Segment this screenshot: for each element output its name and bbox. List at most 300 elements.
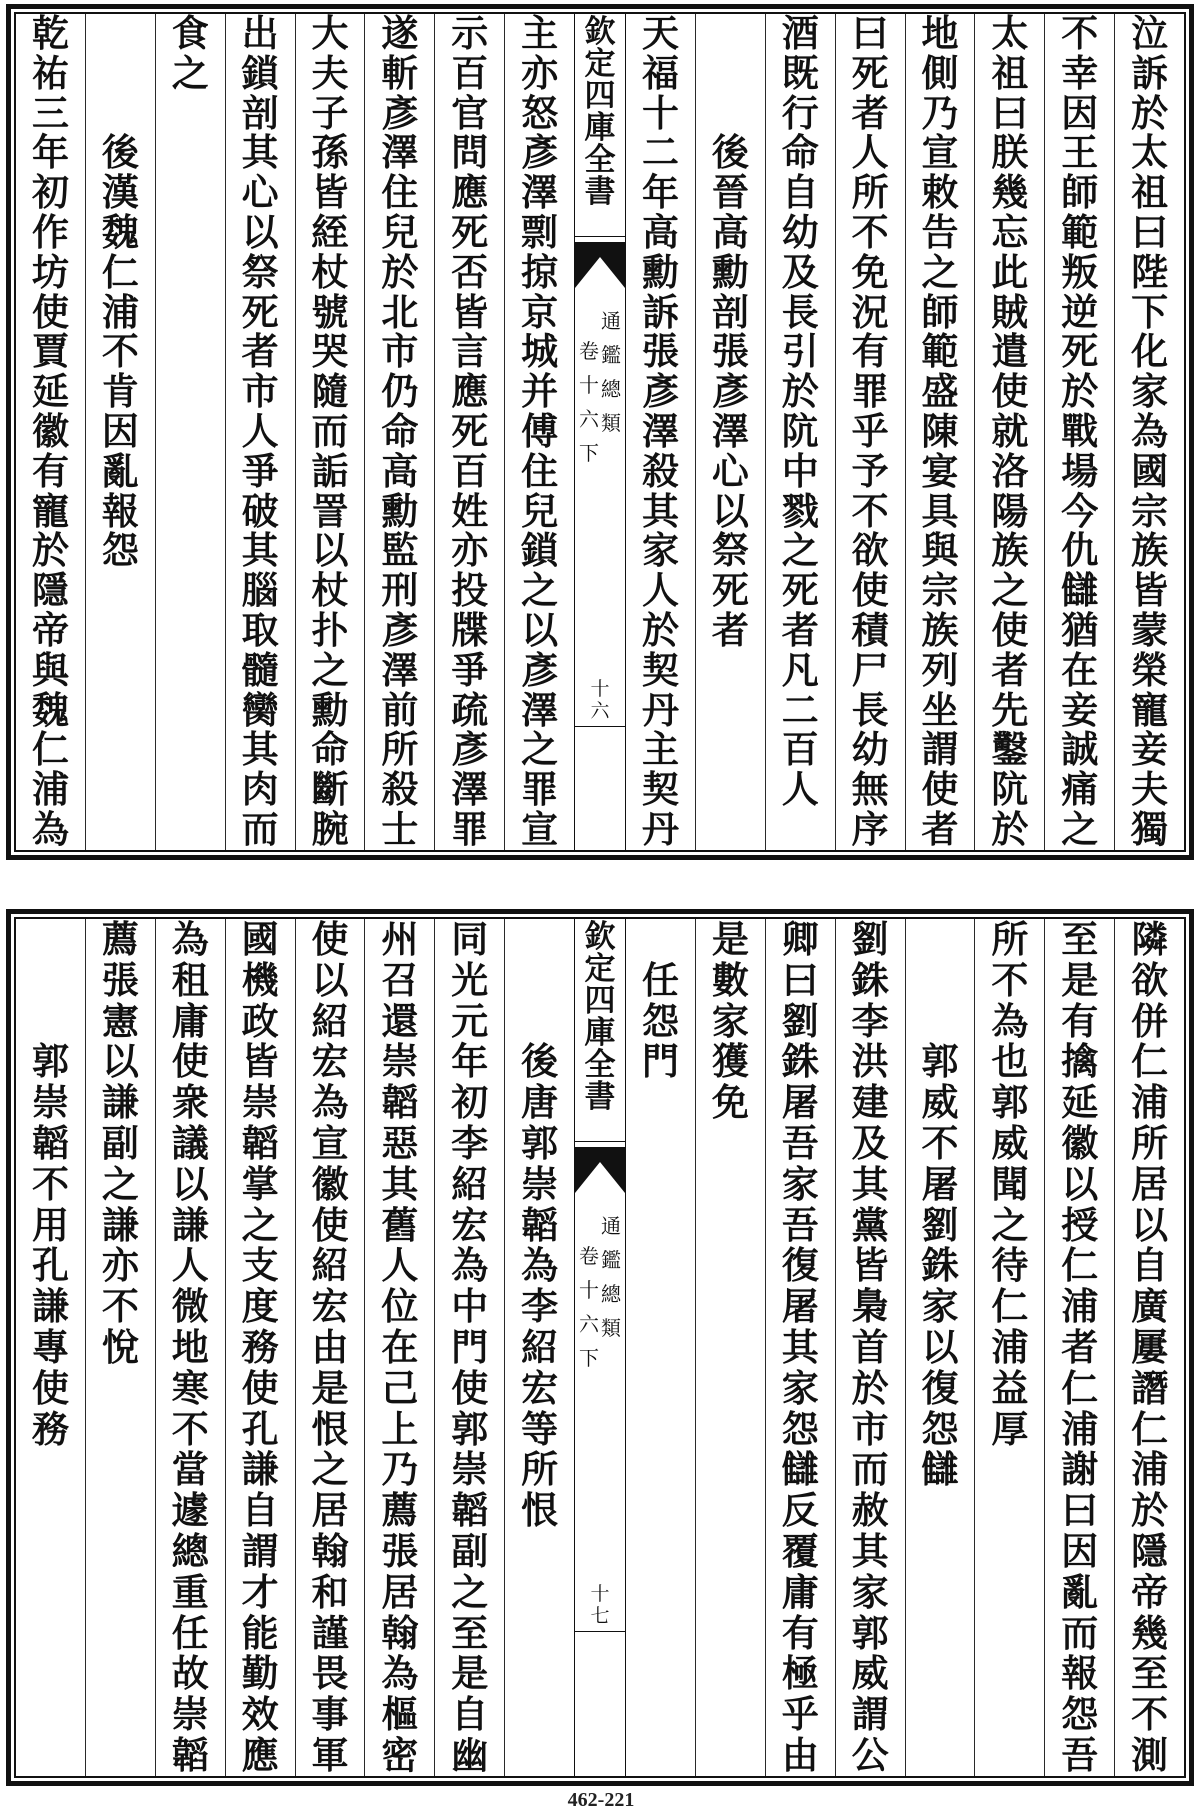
glyph: 之: [311, 647, 349, 692]
text-column: [1114, 14, 1184, 850]
glyph: 殺: [381, 767, 419, 812]
glyph: 崇: [451, 1447, 489, 1492]
glyph: 賊: [991, 289, 1029, 334]
glyph: 樞: [381, 1692, 419, 1737]
glyph: 所: [521, 1447, 559, 1492]
glyph: 張: [101, 957, 139, 1002]
glyph: 仁: [101, 249, 139, 294]
glyph: 不: [1131, 1692, 1169, 1737]
glyph: 住: [381, 170, 419, 215]
glyph: 鑑: [601, 1248, 621, 1272]
glyph: 命: [311, 727, 349, 772]
glyph: 謂: [241, 1528, 279, 1573]
category-heading: [626, 919, 695, 1776]
glyph: 於: [851, 1365, 889, 1410]
text-column: [626, 14, 695, 850]
glyph: 於: [1061, 369, 1099, 414]
glyph: 韜: [171, 1732, 209, 1776]
glyph: 欽: [584, 919, 616, 955]
glyph: 總: [601, 1282, 621, 1306]
glyph: 副: [101, 1120, 139, 1165]
text-column: [16, 14, 85, 850]
text-column: [434, 14, 504, 850]
glyph: 於: [781, 369, 819, 414]
glyph: 扑: [311, 607, 349, 652]
glyph: 紹: [521, 1324, 559, 1369]
glyph: 彥: [521, 130, 559, 175]
glyph: 於: [1131, 1488, 1169, 1533]
glyph: 己: [381, 1365, 419, 1410]
glyph: 是: [451, 1651, 489, 1696]
glyph: 以: [711, 488, 749, 533]
glyph: 謂: [851, 1692, 889, 1737]
glyph: 自: [781, 170, 819, 215]
glyph: 聞: [991, 1161, 1029, 1206]
glyph: 今: [1061, 488, 1099, 533]
glyph: 庸: [781, 1569, 819, 1614]
glyph: 任: [641, 957, 679, 1002]
glyph: 敕: [921, 170, 959, 215]
glyph: 崇: [241, 1080, 279, 1125]
glyph: 怨: [781, 1406, 819, 1451]
glyph: 事: [311, 1692, 349, 1737]
glyph: 寒: [171, 1365, 209, 1410]
glyph: 者: [1061, 1324, 1099, 1369]
glyph: 下: [1131, 289, 1169, 334]
glyph: 總: [171, 1528, 209, 1573]
glyph: 澤: [381, 647, 419, 692]
text-column: [434, 919, 504, 1776]
glyph: 長: [851, 687, 889, 732]
glyph: 郭: [991, 1080, 1029, 1125]
page-code: 462-221: [567, 1789, 635, 1811]
glyph: 曰: [1061, 1488, 1099, 1533]
divider: [575, 726, 625, 727]
glyph: 死: [451, 209, 489, 254]
glyph: 併: [1131, 998, 1169, 1043]
glyph: 坐: [921, 687, 959, 732]
glyph: 人: [381, 1243, 419, 1288]
glyph: 族: [991, 528, 1029, 573]
glyph: 所: [851, 170, 889, 215]
glyph: 福: [641, 50, 679, 95]
text-frame: [14, 917, 1186, 1778]
glyph: 用: [31, 1202, 69, 1247]
glyph: 人: [781, 767, 819, 812]
glyph: 書: [584, 174, 616, 210]
glyph: 全: [584, 1047, 616, 1083]
glyph: 使: [991, 369, 1029, 414]
glyph: 之: [311, 1447, 349, 1492]
glyph: 是: [711, 919, 749, 961]
glyph: 陽: [991, 488, 1029, 533]
glyph: 薦: [101, 919, 139, 961]
text-column: [295, 14, 365, 850]
glyph: 曰: [991, 90, 1029, 135]
glyph: 憲: [101, 998, 139, 1043]
glyph: 因: [1061, 90, 1099, 135]
glyph: 謹: [311, 1610, 349, 1655]
text-column: [364, 919, 434, 1776]
glyph: 不: [31, 1161, 69, 1206]
glyph: 浦: [1131, 1447, 1169, 1492]
glyph: 髓: [241, 647, 279, 692]
glyph: 謙: [171, 1202, 209, 1247]
glyph: 況: [851, 289, 889, 334]
glyph: 政: [241, 998, 279, 1043]
glyph: 牒: [451, 607, 489, 652]
glyph: 寵: [31, 488, 69, 533]
glyph: 孔: [31, 1243, 69, 1288]
glyph: 七: [590, 1605, 610, 1627]
glyph: 郭: [521, 1120, 559, 1165]
glyph: 州: [381, 919, 419, 961]
glyph: 自: [1131, 1243, 1169, 1288]
glyph: 重: [171, 1569, 209, 1614]
glyph: 訴: [641, 289, 679, 334]
glyph: 威: [851, 1651, 889, 1696]
glyph: 亦: [521, 50, 559, 95]
glyph: 乎: [851, 408, 889, 453]
glyph: 度: [241, 1284, 279, 1329]
glyph: 祖: [1131, 170, 1169, 215]
glyph: 張: [711, 329, 749, 374]
glyph: 於: [1131, 90, 1169, 135]
glyph: 黨: [851, 1202, 889, 1247]
glyph: 投: [451, 568, 489, 613]
glyph: 契: [641, 647, 679, 692]
glyph: 威: [991, 1120, 1029, 1165]
glyph: 皆: [1131, 568, 1169, 613]
glyph: 尸: [851, 647, 889, 692]
glyph: 獨: [1131, 806, 1169, 850]
glyph: 庸: [171, 998, 209, 1043]
glyph: 支: [241, 1243, 279, 1288]
glyph: 怒: [521, 90, 559, 135]
glyph: 類: [601, 411, 621, 435]
glyph: 同: [451, 919, 489, 961]
glyph: 斷: [311, 767, 349, 812]
glyph: 之: [781, 528, 819, 573]
glyph: 因: [1061, 1528, 1099, 1573]
glyph: 天: [641, 14, 679, 55]
glyph: 自: [451, 1692, 489, 1737]
glyph: 欲: [1131, 957, 1169, 1002]
glyph: 復: [921, 1365, 959, 1410]
glyph: 徽: [311, 1161, 349, 1206]
glyph: 前: [381, 687, 419, 732]
glyph: 人: [241, 408, 279, 453]
glyph: 勤: [241, 1651, 279, 1696]
glyph: 而: [241, 806, 279, 850]
glyph: 以: [241, 209, 279, 254]
glyph: 庫: [584, 1015, 616, 1051]
glyph: 家: [711, 998, 749, 1043]
glyph: 告: [921, 209, 959, 254]
glyph: 為: [311, 1080, 349, 1125]
glyph: 效: [241, 1692, 279, 1737]
text-column: [1044, 919, 1114, 1776]
glyph: 怨: [921, 1406, 959, 1451]
glyph: 廣: [1131, 1284, 1169, 1329]
glyph: 反: [781, 1488, 819, 1533]
glyph: 子: [311, 90, 349, 135]
glyph: 密: [381, 1732, 419, 1776]
glyph: 宏: [451, 1202, 489, 1247]
glyph: 李: [521, 1284, 559, 1329]
glyph: 京: [521, 289, 559, 334]
glyph: 不: [851, 488, 889, 533]
glyph: 和: [311, 1569, 349, 1614]
glyph: 也: [991, 1039, 1029, 1084]
glyph: 積: [851, 607, 889, 652]
glyph: 首: [851, 1324, 889, 1369]
glyph: 太: [991, 14, 1029, 55]
glyph: 怨: [101, 528, 139, 573]
glyph: 為: [1131, 408, 1169, 453]
glyph: 叛: [1061, 249, 1099, 294]
glyph: 為: [171, 919, 209, 961]
glyph: 還: [381, 998, 419, 1043]
glyph: 能: [241, 1610, 279, 1655]
glyph: 予: [851, 448, 889, 493]
glyph: 仁: [31, 727, 69, 772]
glyph: 郭: [921, 1039, 959, 1084]
glyph: 以: [101, 1039, 139, 1084]
glyph: 死: [851, 50, 889, 95]
glyph: 澤: [521, 170, 559, 215]
glyph: 腕: [311, 806, 349, 850]
glyph: 其: [241, 130, 279, 175]
glyph: 掠: [521, 249, 559, 294]
glyph: 獲: [711, 1039, 749, 1084]
glyph: 及: [851, 1120, 889, 1165]
glyph: 紹: [451, 1161, 489, 1206]
glyph: 王: [1061, 130, 1099, 175]
glyph: 孔: [241, 1406, 279, 1451]
glyph: 讎: [921, 1447, 959, 1492]
glyph: 為: [451, 1243, 489, 1288]
glyph: 皆: [451, 289, 489, 334]
glyph: 阬: [991, 767, 1029, 812]
glyph: 之: [991, 1202, 1029, 1247]
glyph: 具: [921, 488, 959, 533]
glyph: 及: [781, 249, 819, 294]
glyph: 泣: [1131, 14, 1169, 55]
glyph: 亂: [101, 448, 139, 493]
glyph: 帝: [1131, 1569, 1169, 1614]
glyph: 其: [241, 727, 279, 772]
glyph: 命: [781, 130, 819, 175]
glyph: 疏: [451, 687, 489, 732]
glyph: 吾: [1061, 1732, 1099, 1776]
glyph: 所: [381, 727, 419, 772]
glyph: 居: [311, 1488, 349, 1533]
glyph: 與: [921, 528, 959, 573]
glyph: 崇: [521, 1161, 559, 1206]
glyph: 與: [31, 647, 69, 692]
glyph: 幽: [451, 1732, 489, 1776]
glyph: 公: [851, 1732, 889, 1776]
glyph: 屢: [1131, 1324, 1169, 1369]
glyph: 而: [851, 1447, 889, 1492]
glyph: 銖: [781, 1039, 819, 1084]
glyph: 以: [311, 957, 349, 1002]
glyph: 年: [451, 1039, 489, 1084]
glyph: 死: [1061, 329, 1099, 374]
glyph: 欽: [584, 14, 616, 50]
glyph: 彥: [641, 369, 679, 414]
glyph: 不: [1061, 14, 1099, 55]
glyph: 宗: [1131, 488, 1169, 533]
glyph: 遂: [381, 14, 419, 55]
glyph: 彥: [381, 607, 419, 652]
glyph: 授: [1061, 1202, 1099, 1247]
glyph: 作: [31, 209, 69, 254]
glyph: 引: [781, 329, 819, 374]
glyph: 使: [31, 1365, 69, 1410]
glyph: 命: [381, 408, 419, 453]
glyph: 崇: [171, 1692, 209, 1737]
glyph: 師: [1061, 170, 1099, 215]
glyph: 畏: [311, 1651, 349, 1696]
glyph: 浦: [1061, 1406, 1099, 1451]
glyph: 幼: [851, 727, 889, 772]
glyph: 詬: [311, 448, 349, 493]
glyph: 怨: [1061, 1692, 1099, 1737]
volume-label: [578, 1239, 600, 1375]
glyph: 否: [451, 249, 489, 294]
glyph: 肯: [101, 369, 139, 414]
glyph: 謙: [31, 1284, 69, 1329]
glyph: 微: [171, 1284, 209, 1329]
glyph: 恨: [311, 1406, 349, 1451]
glyph: 十: [579, 373, 599, 397]
glyph: 住: [521, 448, 559, 493]
glyph: 韜: [241, 1120, 279, 1165]
glyph: 勳: [381, 488, 419, 533]
glyph: 張: [381, 1528, 419, 1573]
glyph: 之: [451, 1569, 489, 1614]
glyph: 宏: [521, 1365, 559, 1410]
glyph: 以: [1061, 1161, 1099, 1206]
glyph: 心: [241, 170, 279, 215]
glyph: 晉: [711, 170, 749, 215]
glyph: 測: [1131, 1732, 1169, 1776]
upper-leaf: [6, 4, 1194, 860]
glyph: 酒: [781, 14, 819, 55]
text-column: [225, 919, 295, 1776]
glyph: 其: [781, 1324, 819, 1369]
glyph: 門: [641, 1039, 679, 1084]
glyph: 鎖: [241, 50, 279, 95]
glyph: 丹: [641, 806, 679, 850]
glyph: 乃: [381, 1447, 419, 1492]
glyph: 不: [171, 1406, 209, 1451]
series-title: [575, 16, 625, 208]
glyph: 皆: [851, 1243, 889, 1288]
glyph: 心: [711, 448, 749, 493]
text-column: [835, 14, 905, 850]
glyph: 洪: [851, 1039, 889, 1084]
glyph: 由: [781, 1732, 819, 1776]
glyph: 李: [851, 998, 889, 1043]
glyph: 吾: [781, 1202, 819, 1247]
text-column: [504, 14, 574, 850]
glyph: 不: [101, 329, 139, 374]
glyph: 至: [451, 1610, 489, 1655]
glyph: 之: [991, 568, 1029, 613]
glyph: 不: [851, 209, 889, 254]
glyph: 隱: [31, 568, 69, 613]
glyph: 謙: [241, 1447, 279, 1492]
glyph: 兒: [521, 488, 559, 533]
glyph: 四: [584, 78, 616, 114]
glyph: 訴: [1131, 50, 1169, 95]
text-column: [155, 919, 225, 1776]
glyph: 等: [521, 1406, 559, 1451]
glyph: 定: [584, 46, 616, 82]
glyph: 蒙: [1131, 607, 1169, 652]
glyph: 由: [311, 1324, 349, 1369]
glyph: 寵: [1131, 687, 1169, 732]
fish-tail-ornament: [575, 242, 625, 288]
glyph: 高: [381, 448, 419, 493]
glyph: 類: [601, 1316, 621, 1340]
glyph: 祐: [31, 50, 69, 95]
glyph: 百: [451, 448, 489, 493]
glyph: 痛: [1061, 767, 1099, 812]
glyph: 陳: [921, 408, 959, 453]
glyph: 列: [921, 647, 959, 692]
glyph: 以: [1131, 1202, 1169, 1247]
glyph: 所: [1131, 1120, 1169, 1165]
glyph: 位: [381, 1284, 419, 1329]
glyph: 初: [31, 170, 69, 215]
glyph: 彥: [521, 647, 559, 692]
glyph: 乎: [781, 1692, 819, 1737]
glyph: 謙: [101, 1202, 139, 1247]
glyph: 有: [781, 1610, 819, 1655]
glyph: 出: [241, 14, 279, 55]
glyph: 仁: [1131, 1406, 1169, 1451]
glyph: 坊: [31, 249, 69, 294]
glyph: 謂: [921, 727, 959, 772]
glyph: 屠: [781, 1284, 819, 1329]
glyph: 唐: [521, 1080, 559, 1125]
glyph: 食: [171, 14, 209, 55]
glyph: 朕: [991, 130, 1029, 175]
text-column: [295, 919, 365, 1776]
glyph: 仇: [1061, 528, 1099, 573]
glyph: 者: [781, 607, 819, 652]
glyph: 居: [381, 1569, 419, 1614]
glyph: 妾: [1061, 687, 1099, 732]
volume-label: [578, 334, 600, 470]
glyph: 威: [921, 1080, 959, 1125]
glyph: 徽: [31, 408, 69, 453]
glyph: 務: [241, 1324, 279, 1369]
text-column: [695, 919, 765, 1776]
glyph: 以: [311, 528, 349, 573]
glyph: 浦: [991, 1324, 1029, 1369]
glyph: 劉: [921, 1202, 959, 1247]
glyph: 之: [171, 50, 209, 95]
glyph: 不: [991, 957, 1029, 1002]
glyph: 盛: [921, 369, 959, 414]
glyph: 仁: [1061, 1365, 1099, 1410]
glyph: 宣: [521, 806, 559, 850]
